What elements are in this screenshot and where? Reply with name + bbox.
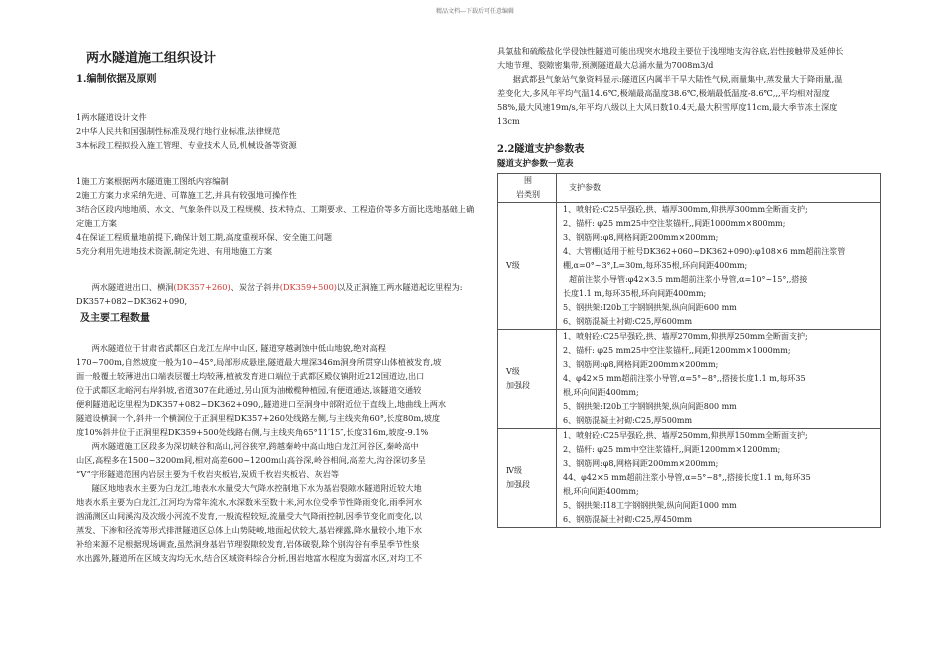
basis-item: 2中华人民共和国强制性标准及现行地行业标准,法律规范 bbox=[76, 126, 281, 136]
parameter-line: 根,环向间距400mm; bbox=[563, 487, 639, 496]
basis-item: 3本标段工程拟投入施工管理、专业技术人员,机械设备等资源 bbox=[76, 140, 297, 150]
basis-item: 1两水隧道设计文件 bbox=[76, 112, 147, 122]
parameter-cell bbox=[557, 429, 881, 528]
category-label: Ⅴ级 bbox=[506, 261, 520, 270]
chainage-red: (DK357+260) bbox=[173, 282, 231, 292]
parameter-line: 棚,α=0°~3°,L=30m,每环35根,环向间距400mm; bbox=[563, 261, 748, 270]
principle-item: 1施工方案根据两水隧道施工图纸内容编制 bbox=[76, 176, 229, 186]
parameter-line: 根,环向间距400mm; bbox=[563, 388, 639, 397]
parameter-line: 长度1.1 m,每环35根,环向间距400mm; bbox=[563, 289, 707, 298]
header-text: 围 bbox=[524, 176, 532, 185]
table-header-row bbox=[498, 174, 881, 203]
para-line: 补给来源不足根据现场调查,虽然洞身基岩节理裂隙较发育,岩体破裂,除个别沟谷有季星季节性泉 bbox=[76, 539, 420, 549]
para-line: 58%,最大风速19m/s,年平均八级以上大风日数10.4天,最大积雪厚度11cm,最大季节冻土深度 bbox=[497, 102, 838, 112]
principle-item: 5充分利用先进地技术资源,制定先进、有用地施工方案 bbox=[76, 246, 273, 256]
table-row bbox=[498, 330, 881, 429]
para-line: 隧区地地表水主要为白龙江,地表水水量受大气降水控制地下水为基岩裂隙水隧道附近较大地 bbox=[91, 483, 422, 493]
parameter-line: 44、φ42×5 mm超前注浆小导管,α=5°~8°,,搭接长度1.1 m,每环35 bbox=[563, 473, 811, 482]
para-line: 地表水系主要为白龙江,江河均为常年流水,水深数米至数十米,河水位受季节性降雨变化,雨季河水 bbox=[76, 497, 423, 507]
parameter-line: 5、钢拱架:I20b工字钢钢拱架,纵向间距600 mm bbox=[563, 303, 737, 312]
parameter-line: 3、钢筋网:φ8,网格间距200mm×200mm; bbox=[563, 360, 719, 369]
principle-item: 2施工方案力求采纳先进、可靠施工艺,并具有较强地可操作性 bbox=[76, 190, 297, 200]
intro-text: 以及正洞施工两水隧道起讫里程为: bbox=[336, 282, 463, 292]
parameter-line: 2、锚杆: φ25 mm25中空注浆锚杆,,间距1200mm×1000mm; bbox=[563, 346, 791, 355]
table-row bbox=[498, 203, 881, 330]
chainage-red: (DK359+500) bbox=[279, 282, 337, 292]
parameter-line: 6、钢筋混凝土衬砌:C25,厚500mm bbox=[563, 416, 693, 425]
parameter-line: 超前注浆小导管:φ42×3.5 mm超前注浆小导管,α=10°~15°,,搭接 bbox=[569, 275, 808, 284]
parameter-line: 2、锚杆: φ25 mm25中空注浆锚杆,,间距1000mm×800mm; bbox=[563, 219, 786, 228]
parameter-line: 2、锚杆: φ25 mm中空注浆锚杆,,间距1200mm×1200mm; bbox=[563, 445, 781, 454]
para-line: 蒸发、下渗和径流等形式排泄隧道区总体上山势陡峻,地面起伏较大,基岩裸露,降水量较小,地下水 bbox=[76, 525, 423, 535]
para-line: 两水隧道施工区段多为深切峡谷和高山,河谷狭窄,跨越秦岭中高山地白龙江河谷区,秦岭高中 bbox=[91, 441, 419, 451]
parameter-line: 5、钢拱架:I18工字钢钢拱架,纵向间距1000 mm bbox=[563, 501, 737, 510]
header-cell-parameters bbox=[557, 174, 881, 203]
para-line: 大地节理、裂隙密集带,预测隧道最大总涌水量为7008m3/d bbox=[497, 60, 714, 70]
header-text: 支护参数 bbox=[569, 183, 601, 192]
para-line: 便利隧道起讫里程为DK357+082~DK362+090,,隧道进口至洞身中部附近位于直线上,地曲线上两水 bbox=[76, 399, 447, 409]
parameter-cell bbox=[557, 203, 881, 330]
principle-item: 3结合区段内地地质、水文、气象条件以及工程规模、技术特点、工期要求、工程造价等多方面比选地基础上确定施工方案 bbox=[76, 204, 475, 228]
para-line: 13cm bbox=[497, 116, 520, 126]
parameter-line: 6、钢筋混凝土衬砌:C25,厚450mm bbox=[563, 515, 693, 524]
para-line: 具氯盐和硫酸盐化学侵蚀性隧道可能出现突水地段主要位于浅埋地支沟谷底,岩性接触带及延伸长 bbox=[497, 46, 844, 56]
intro-paragraph bbox=[76, 280, 480, 294]
para-line: 汹涌测区山间溪沟及次级小河流不发育,一般流程较短,流量受大气降雨控制,因季节变化而变化,以 bbox=[76, 511, 423, 521]
page-header-note: 精品文档---下载后可任意编辑 bbox=[435, 8, 515, 15]
right-column bbox=[497, 44, 881, 528]
para-line: 隧道设横洞一个,斜井一个横洞位于正洞里程DK357+260处线路左侧,与主线夹角60°,长度80m,坡度 bbox=[76, 413, 441, 423]
left-column bbox=[76, 50, 480, 565]
table-title: 隧道支护参数一览表 bbox=[497, 159, 574, 169]
principle-item: 4在保证工程质量地前提下,确保计划工期,高度重视环保、安全施工问题 bbox=[76, 232, 333, 242]
parameter-line: 6、钢筋混凝土衬砌:C25,厚600mm bbox=[563, 317, 693, 326]
para-line: 差变化大,多风年平均气温14.6℃,极端最高温度38.6℃,极端最低温度-8.6℃,,,平均相对湿度 bbox=[497, 88, 830, 98]
header-cell-category bbox=[498, 174, 557, 203]
section-heading-basis: 1.编制依据及原则 bbox=[76, 74, 157, 85]
document-title: 两水隧道施工组织设计 bbox=[86, 51, 217, 66]
para-line: 水出露外,隧道所在区域支沟均无水,结合区域资料综合分析,围岩地富水程度为弱富水区,对均工不 bbox=[76, 553, 423, 563]
parameter-line: 3、钢筋网:φ8,网格间距200mm×200mm; bbox=[563, 233, 719, 242]
intro-text: 两水隧道进出口、横洞 bbox=[91, 282, 174, 292]
intro-text: 、炭岔子斜井 bbox=[230, 282, 280, 292]
table-row bbox=[498, 429, 881, 528]
header-text: 岩类别 bbox=[516, 190, 540, 199]
parameter-line: 4、大管棚(适用于桩号DK362+060~DK362+090):φ108×6 mm超前注浆管 bbox=[563, 247, 846, 256]
para-line: 两水隧道位于甘肃省武都区白龙江左岸中山区, 隧道穿越剥蚀中低山地貌,绝对高程 bbox=[91, 343, 386, 353]
parameter-line: 5、钢拱架:I20b工字钢钢拱架,纵向间距800 mm bbox=[563, 402, 737, 411]
section-heading-quantities: 及主要工程数量 bbox=[80, 313, 150, 324]
category-label: Ⅳ级 bbox=[506, 466, 522, 475]
intro-line: DK357+082~DK362+090, bbox=[76, 296, 188, 306]
category-label: 加强段 bbox=[506, 480, 530, 489]
parameter-line: 1、喷射砼:C25早强砼,拱、墙厚270mm,仰拱厚250mm全断面支护; bbox=[563, 332, 808, 341]
section-heading-support: 2.2隧道支护参数表 bbox=[497, 144, 585, 155]
para-line: “V”字形隧道范围内岩层主要为千枚岩夹板岩,炭质千枚岩夹板岩、灰岩等 bbox=[76, 469, 340, 479]
para-line: 度10%斜井位于正洞里程DK359+500处线路右侧,与主线夹角65°11′15″,长度316m,坡度-9.1% bbox=[76, 427, 429, 437]
category-cell bbox=[498, 429, 557, 528]
category-cell bbox=[498, 330, 557, 429]
parameter-line: 4、φ42×5 mm超前注浆小导管,α=5°~8°,,搭接长度1.1 m,每环35 bbox=[563, 374, 806, 383]
parameter-line: 1、喷射砼:C25早强砼,拱、墙厚300mm,仰拱厚300mm全断面支护; bbox=[563, 205, 808, 214]
para-line: 山区,高程多在1500~3200m间,相对高差600~1200m山高谷深,岭谷相间,高差大,沟谷深切多呈 bbox=[76, 455, 426, 465]
para-line: 位于武都区北峪河右岸斜坡,省道307在此通过,另山顶为油橄榄种植园,有便道通达,该隧道交通较 bbox=[76, 385, 422, 395]
para-line: 据武都县气象站气象资料显示:隧道区内属半干旱大陆性气候,雨量集中,蒸发量大于降雨量,温 bbox=[512, 74, 843, 84]
category-label: Ⅴ级 bbox=[506, 367, 520, 376]
para-line: 170~700m,自然坡度一般为10~45°,局部形成悬崖,隧道最大埋深346m洞身所贯穿山体植被发育,坡 bbox=[76, 357, 442, 367]
parameter-cell bbox=[557, 330, 881, 429]
parameter-line: 3、钢筋网:φ8,网格间距200mm×200mm; bbox=[563, 459, 719, 468]
parameter-line: 1、喷射砼:C25早强砼,拱、墙厚250mm,仰拱厚150mm全断面支护; bbox=[563, 431, 808, 440]
support-parameter-table bbox=[497, 173, 881, 528]
category-label: 加强段 bbox=[506, 381, 530, 390]
para-line: 面一般覆土较薄进出口端表层覆土均较薄,植被发育进口端位于武都区殿仪镇附近212国道边,出口 bbox=[76, 371, 425, 381]
category-cell bbox=[498, 203, 557, 330]
